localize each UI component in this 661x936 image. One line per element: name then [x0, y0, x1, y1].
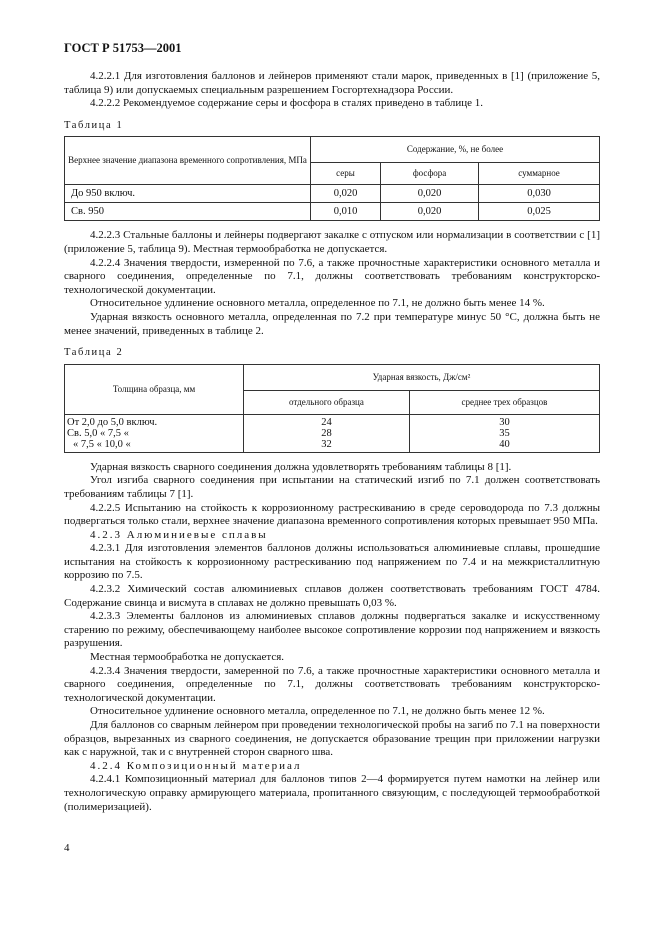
para-impact-weld: Ударная вязкость сварного соединения должна удовлетворять требованиям таблицы 8 [1]. [90, 460, 512, 473]
para-weld-bend: Для баллонов со сварным лейнером при проведении технологической пробы на загиб по 7.1 на поверхности образцов, вырезанных из сварного соединения, не допускается образование трещин при приложении нагрузки как с наружной, так и с внутренней сторон сварного шва. [64, 719, 600, 759]
para-4-2-2-2: 4.2.2.2 Рекомендуемое содержание серы и фосфора в сталях приведено в таблице 1. [90, 97, 484, 110]
table2-value: 30 [499, 416, 510, 428]
table1 [64, 136, 600, 221]
table1-subhead-total: суммарное [479, 163, 600, 185]
table2-value: 28 [321, 427, 332, 439]
para-bend-angle: Угол изгиба сварного соединения при испытании на статический изгиб по 7.1 должен соответствовать требованиям таблицы 7 [1]. [64, 474, 600, 500]
para-local-heat: Местная термообработка не допускается. [90, 651, 285, 664]
table1-group-head: Содержание, %, не более [311, 137, 600, 163]
para-4-2-3-3: 4.2.3.3 Элементы баллонов из алюминиевых сплавов должны подвергаться закалке и искусственному старению по режиму, обеспечивающему наиболее высокое сопротивление коррозии под напряжением и вязкость разрушения. [64, 610, 600, 650]
table1-cell: 0,025 [479, 203, 600, 221]
table-row [65, 185, 600, 203]
table1-caption: Таблица 1 [64, 119, 124, 131]
table1-cell: 0,020 [381, 203, 479, 221]
table2-thickness-item: От 2,0 до 5,0 включ. [67, 416, 158, 428]
para-4-2-2-5: 4.2.2.5 Испытанию на стойкость к коррозионному растрескиванию в среде сероводорода по 7.3 должны подвергаться только стали, верхнее значение диапазона временного сопротивления которых превышает 950 МПа. [64, 501, 600, 528]
table2-value: 35 [499, 427, 510, 439]
para-4-2-2-1: 4.2.2.1 Для изготовления баллонов и лейнеров применяют стали марок, приведенных в [1] (приложение 5, таблица 9) или допускаемых специальным разрешением Госгортехнадзора России. [64, 70, 600, 96]
table2-col-head: Толщина образца, мм [65, 364, 244, 414]
para-4-2-3-1: 4.2.3.1 Для изготовления элементов баллонов должны использоваться алюминиевые сплавы, прошедшие испытания на стойкость к коррозионному растрескиванию под напряжением по 7.4 и на межкристаллитную коррозию по 7.5. [64, 542, 600, 582]
table2-subhead-single: отдельного образца [244, 390, 410, 414]
para-elongation-steel: Относительное удлинение основного металла, определенное по 7.1, не должно быть менее 14 %. [90, 297, 545, 310]
table2-thickness-item: Св. 5,0 « 7,5 « [67, 427, 129, 439]
para-4-2-2-4: 4.2.2.4 Значения твердости, измеренной по 7.6, а также прочностные характеристики основного металла и сварного соединения, определенные по 7.1, должны соответствовать требованиям конструкторско-технологической документации. [64, 256, 600, 296]
table1-cell: 0,020 [381, 185, 479, 203]
section-heading-composite: 4.2.4 Композиционный материал [90, 759, 302, 772]
table2-thickness-cell [65, 414, 244, 452]
table1-cell: 0,030 [479, 185, 600, 203]
page-content [64, 70, 600, 814]
table1-cell: 0,020 [311, 185, 381, 203]
table-row [65, 203, 600, 221]
table2-caption: Таблица 2 [64, 347, 124, 359]
table1-col-head: Верхнее значение диапазона временного сопротивления, МПа [65, 137, 311, 185]
table1-subhead-phosphorus: фосфора [381, 163, 479, 185]
para-4-2-3-4: 4.2.3.4 Значения твердости, замеренной по 7.6, а также прочностные характеристики основного металла и сварного соединения, определенные по 7.1, должны соответствовать требованиям конструкторско-технологической документации. [64, 664, 600, 704]
para-4-2-4-1: 4.2.4.1 Композиционный материал для баллонов типов 2—4 формируется путем намотки на лейнер или технологическую оправку армирующего материала, пропитанного связующим, с последующей термообработкой (полимеризацией). [64, 773, 600, 813]
table1-cell: До 950 включ. [65, 185, 311, 203]
table2-value: 32 [321, 438, 332, 450]
para-4-2-3-2: 4.2.3.2 Химический состав алюминиевых сплавов должен соответствовать требованиям ГОСТ 4784. Содержание свинца и висмута в сплавах не должно превышать 0,03 %. [64, 583, 600, 609]
table2 [64, 364, 600, 453]
page-number: 4 [64, 842, 70, 854]
table2-average-cell [409, 414, 599, 452]
para-4-2-2-3: 4.2.2.3 Стальные баллоны и лейнеры подвергают закалке с отпуском или нормализации в соответствии с [1] (приложение 5, таблица 9). Местная термообработка не допускается. [64, 229, 600, 255]
table2-thickness-item: « 7,5 « 10,0 « [73, 438, 131, 450]
table1-cell: Св. 950 [65, 203, 311, 221]
table2-value: 24 [321, 416, 332, 428]
document-header: ГОСТ Р 51753—2001 [64, 41, 182, 55]
table2-value: 40 [499, 438, 510, 450]
para-elongation-alu: Относительное удлинение основного металла, определенное по 7.1, не должно быть менее 12 %. [90, 705, 545, 718]
table1-subhead-sulfur: серы [311, 163, 381, 185]
table-row [65, 414, 600, 452]
table2-subhead-average: среднее трех образцов [409, 390, 599, 414]
table2-single-cell [244, 414, 410, 452]
table1-cell: 0,010 [311, 203, 381, 221]
table2-group-head: Ударная вязкость, Дж/см² [244, 364, 600, 390]
para-impact-base: Ударная вязкость основного металла, определенная по 7.2 при температуре минус 50 °С, должна быть не менее значений, приведенных в таблице 2. [64, 310, 600, 337]
section-heading-aluminum: 4.2.3 Алюминиевые сплавы [90, 528, 268, 541]
